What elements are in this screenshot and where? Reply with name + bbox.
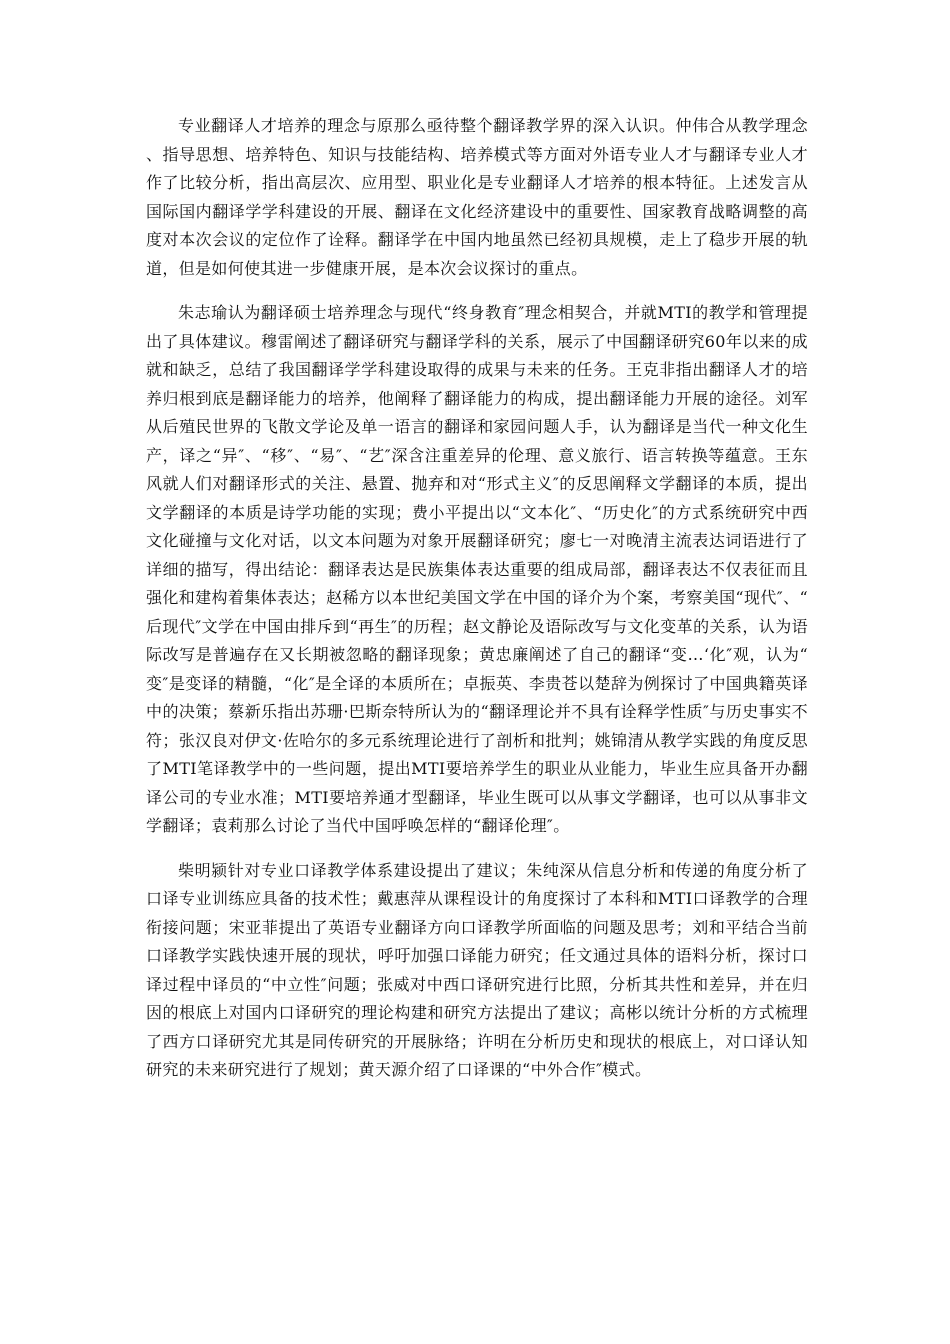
- body-text: [146, 112, 808, 1085]
- paragraph-3: 柴明颍针对专业口译教学体系建设提出了建议；朱纯深从信息分析和传递的角度分析了口译专业训练应具备的技术性；戴惠萍从课程设计的角度探讨了本科和MTI口译教学的合理衔接问题；宋亚菲提出了英语专业翻译方向口译教学所面临的问题及思考；刘和平结合当前口译教学实践快速开展的现状，呼吁加强口译能力研究；任文通过具体的语料分析，探讨口译过程中译员的“中立性″问题；张威对中西口译研究进行比照，分析其共性和差异，并在归因的根底上对国内口译研究的理论构建和研究方法提出了建议；高彬以统计分析的方式梳理了西方口译研究尤其是同传研究的开展脉络；许明在分析历史和现状的根底上，对口译认知研究的未来研究进行了规划；黄天源介绍了口译课的“中外合作″模式。: [146, 860, 808, 1079]
- paragraph-2: 朱志瑜认为翻译硕士培养理念与现代“终身教育″理念相契合，并就MTI的教学和管理提出了具体建议。穆雷阐述了翻译研究与翻译学科的关系，展示了中国翻译研究60年以来的成就和缺乏，总结了我国翻译学学科建设取得的成果与未来的任务。王克非指出翻译人才的培养归根到底是翻译能力的培养，他阐释了翻译能力的构成，提出翻译能力开展的途径。刘军从后殖民世界的飞散文学论及单一语言的翻译和家园问题人手，认为翻译是当代一种文化生产，译之“异″、“移″、“易″、“艺″深含注重差异的伦理、意义旅行、语言转换等蕴意。王东风就人们对翻译形式的关注、悬置、抛弃和对“形式主义″的反思阐释文学翻译的本质，提出文学翻译的本质是诗学功能的实现；费小平提出以“文本化″、“历史化″的方式系统研究中西文化碰撞与文化对话，以文本问题为对象开展翻译研究；廖七一对晚清主流表达词语进行了详细的描写，得出结论：翻译表达是民族集体表达重要的组成局部，翻译表达不仅表征而且强化和建构着集体表达；赵稀方以本世纪美国文学在中国的译介为个案，考察美国“现代″、“后现代″文学在中国由排斥到“再生″的历程；赵文静论及语际改写与文化变革的关系，认为语际改写是普遍存在又长期被忽略的翻译现象；黄忠廉阐述了自己的翻译“变…‘化″观，认为“变″是变译的精髓，“化″是全译的本质所在；卓振英、李贵苍以楚辞为例探讨了中国典籍英译中的决策；蔡新乐指出苏珊·巴斯奈特所认为的“翻译理论并不具有诠释学性质″与历史事实不符；张汉良对伊文·佐哈尔的多元系统理论进行了剖析和批判；姚锦清从教学实践的角度反思了MTI笔译教学中的一些问题，提出MTI要培养学生的职业从业能力，毕业生应具备开办翻译公司的专业水准；MTI要培养通才型翻译，毕业生既可以从事文学翻译，也可以从事非文学翻译；袁莉那么讨论了当代中国呼唤怎样的“翻译伦理″。: [146, 303, 808, 835]
- paragraph-1: 专业翻译人才培养的理念与原那么亟待整个翻译教学界的深入认识。仲伟合从教学理念、指导思想、培养特色、知识与技能结构、培养模式等方面对外语专业人才与翻译专业人才作了比较分析，指出高层次、应用型、职业化是专业翻译人才培养的根本特征。上述发言从国际国内翻译学学科建设的开展、翻译在文化经济建设中的重要性、国家教育战略调整的高度对本次会议的定位作了诠释。翻译学在中国内地虽然已经初具规模，走上了稳步开展的轨道，但是如何使其进一步健康开展，是本次会议探讨的重点。: [146, 116, 808, 278]
